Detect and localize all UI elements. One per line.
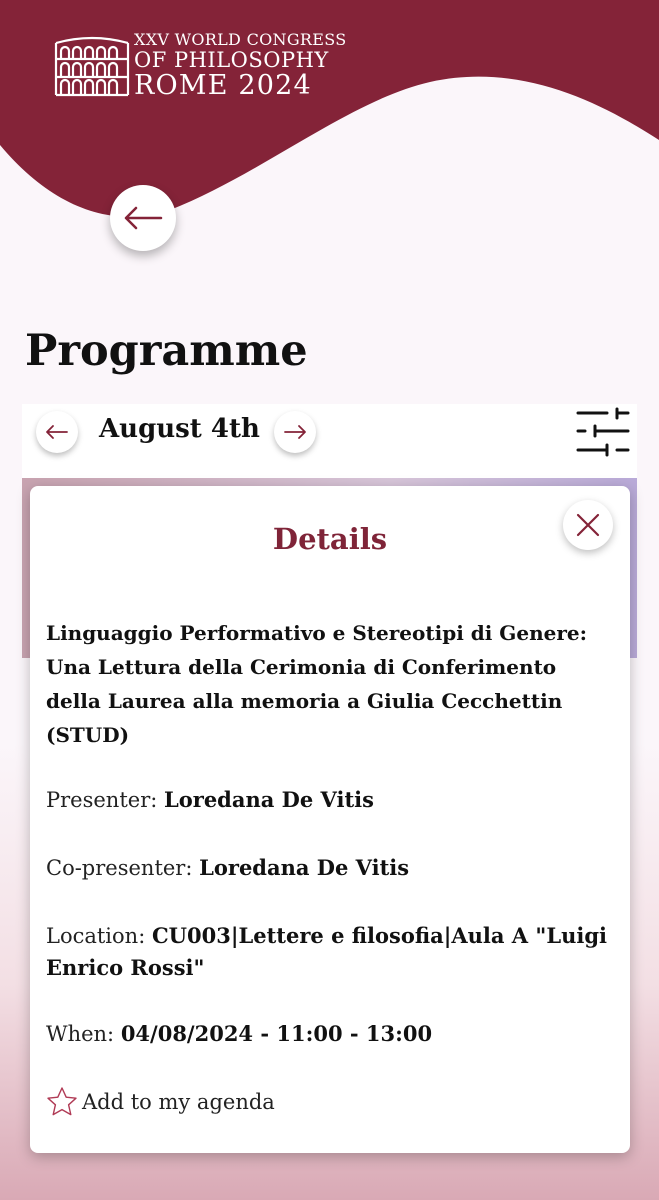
previous-day-button[interactable] bbox=[36, 411, 78, 453]
colosseum-icon bbox=[54, 33, 130, 99]
when-label: When: bbox=[46, 1022, 121, 1046]
copresenter-field bbox=[46, 852, 611, 884]
page-title: Programme bbox=[25, 326, 308, 376]
add-to-agenda-label: Add to my agenda bbox=[82, 1090, 275, 1114]
copresenter-value: Loredana De Vitis bbox=[199, 855, 410, 880]
current-date: August 4th bbox=[99, 414, 260, 444]
logo-line-2: OF PHILOSOPHY bbox=[134, 48, 329, 72]
dialog-title: Details bbox=[272, 522, 388, 556]
location-value: CU003|Lettere e filosofia|Aula A "Luigi Enrico Rossi" bbox=[46, 923, 608, 980]
presenter-value: Loredana De Vitis bbox=[163, 787, 374, 812]
presenter-label: Presenter: bbox=[46, 788, 164, 812]
arrow-left-icon bbox=[123, 206, 163, 230]
copresenter-label: Co-presenter: bbox=[46, 856, 200, 880]
details-dialog bbox=[30, 486, 630, 1153]
next-day-button[interactable] bbox=[274, 411, 316, 453]
congress-logo[interactable] bbox=[54, 32, 346, 99]
sliders-icon[interactable] bbox=[575, 407, 631, 457]
back-button[interactable] bbox=[110, 185, 176, 251]
arrow-left-icon bbox=[45, 424, 69, 440]
location-field bbox=[46, 920, 611, 984]
presenter-field bbox=[46, 784, 611, 816]
date-selector bbox=[22, 404, 637, 478]
arrow-right-icon bbox=[283, 424, 307, 440]
logo-line-1: XXV WORLD CONGRESS bbox=[134, 30, 347, 49]
location-label: Location: bbox=[46, 924, 152, 948]
when-field bbox=[46, 1018, 611, 1050]
add-to-agenda-button[interactable] bbox=[46, 1086, 275, 1118]
star-icon bbox=[46, 1086, 78, 1118]
when-value: 04/08/2024 - 11:00 - 13:00 bbox=[120, 1021, 433, 1046]
session-title: Linguaggio Performativo e Stereotipi di Genere: Una Lettura della Cerimonia di Conferimento della Laurea alla memoria a Giulia Cecchettin (STUD) bbox=[46, 621, 588, 747]
logo-line-3: ROME 2024 bbox=[134, 70, 312, 101]
